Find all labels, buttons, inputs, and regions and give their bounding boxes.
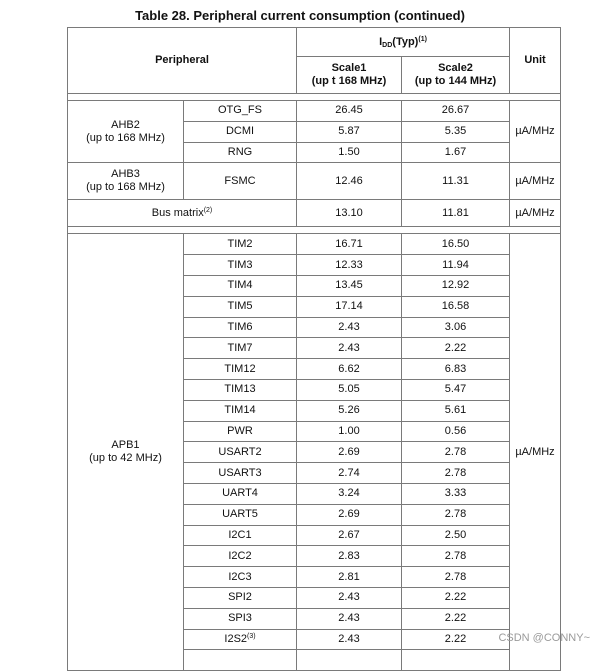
peripheral-name: TIM14 <box>184 400 297 421</box>
ahb3-group-freq: (up to 168 MHz) <box>86 181 165 194</box>
scale2-value: 11.81 <box>402 200 510 227</box>
peripheral-name: TIM6 <box>184 317 297 338</box>
scale1-value: 1.50 <box>297 142 402 163</box>
scale2-value: 2.78 <box>402 504 510 525</box>
scale1-value <box>297 650 402 671</box>
ahb2-group-cell <box>68 101 184 163</box>
scale1-value: 5.26 <box>297 400 402 421</box>
spacer-row <box>68 227 561 234</box>
scale2-value: 2.22 <box>402 587 510 608</box>
peripheral-name: SPI2 <box>184 587 297 608</box>
scale1-line2: (up t 168 MHz) <box>311 75 387 87</box>
scale1-value: 2.43 <box>297 629 402 650</box>
scale1-value: 17.14 <box>297 296 402 317</box>
scale1-value: 1.00 <box>297 421 402 442</box>
table-title: Table 28. Peripheral current consumption (continued) <box>135 8 465 23</box>
bus-matrix-label: Bus matrix <box>151 206 204 219</box>
scale2-line1: Scale2 <box>438 62 473 74</box>
scale2-value: 0.56 <box>402 421 510 442</box>
bus-matrix-note: (2) <box>203 206 213 214</box>
apb1-group-freq: (up to 42 MHz) <box>89 452 162 465</box>
scale1-value: 2.69 <box>297 504 402 525</box>
scale2-value: 5.35 <box>402 121 510 142</box>
unit-header: Unit <box>510 28 561 94</box>
ahb3-group-name: AHB3 <box>111 168 140 181</box>
table-row <box>68 163 561 200</box>
peripheral-name: I2C3 <box>184 567 297 588</box>
bus-unit: µA/MHz <box>510 200 561 227</box>
scale2-value: 2.22 <box>402 338 510 359</box>
scale1-value: 26.45 <box>297 101 402 122</box>
table-row <box>68 200 561 227</box>
scale2-value: 11.31 <box>402 163 510 200</box>
ahb3-group-cell <box>68 163 184 200</box>
scale2-value: 2.50 <box>402 525 510 546</box>
scale1-value: 2.43 <box>297 587 402 608</box>
scale2-value: 16.50 <box>402 234 510 255</box>
scale1-value: 2.43 <box>297 338 402 359</box>
scale1-value: 2.67 <box>297 525 402 546</box>
peripheral-name: TIM7 <box>184 338 297 359</box>
scale1-value: 6.62 <box>297 359 402 380</box>
idd-prefix: I <box>379 35 383 48</box>
scale1-value: 2.74 <box>297 463 402 484</box>
idd-header <box>297 28 510 57</box>
scale2-value: 5.47 <box>402 379 510 400</box>
scale2-value: 11.94 <box>402 255 510 276</box>
scale2-value: 3.33 <box>402 483 510 504</box>
header-row-1 <box>68 28 561 57</box>
scale1-value: 12.46 <box>297 163 402 200</box>
scale2-header <box>402 57 510 94</box>
idd-note: (1) <box>418 35 427 43</box>
scale1-value: 13.10 <box>297 200 402 227</box>
scale1-value: 2.43 <box>297 317 402 338</box>
scale2-value: 3.06 <box>402 317 510 338</box>
scale1-value: 16.71 <box>297 234 402 255</box>
scale1-value: 13.45 <box>297 275 402 296</box>
peripheral-name: TIM2 <box>184 234 297 255</box>
peripheral-name: TIM3 <box>184 255 297 276</box>
peripheral-header: Peripheral <box>68 28 297 94</box>
scale1-value: 5.87 <box>297 121 402 142</box>
peripheral-name: TIM13 <box>184 379 297 400</box>
apb1-group-name: APB1 <box>111 439 140 452</box>
apb1-group-cell <box>68 234 184 671</box>
peripheral-name: SPI3 <box>184 608 297 629</box>
ahb3-unit: µA/MHz <box>510 163 561 200</box>
peripheral-name: USART3 <box>184 463 297 484</box>
peripheral-name: FSMC <box>184 163 297 200</box>
idd-sub: DD <box>382 41 393 49</box>
ahb2-group-freq: (up to 168 MHz) <box>86 131 165 144</box>
peripheral-name: TIM12 <box>184 359 297 380</box>
bus-matrix-name <box>68 200 297 227</box>
idd-suffix: (Typ) <box>392 35 419 48</box>
scale1-line1: Scale1 <box>331 62 367 74</box>
peripheral-name: DCMI <box>184 121 297 142</box>
scale2-value: 6.83 <box>402 359 510 380</box>
peripheral-name: UART4 <box>184 483 297 504</box>
peripheral-name: PWR <box>184 421 297 442</box>
peripheral-name: I2C1 <box>184 525 297 546</box>
peripheral-name-text: I2S2 <box>224 632 248 645</box>
peripheral-name: TIM4 <box>184 275 297 296</box>
peripheral-name: UART5 <box>184 504 297 525</box>
scale2-line2: (up to 144 MHz) <box>414 75 497 87</box>
spacer-row <box>68 94 561 101</box>
scale1-value: 5.05 <box>297 379 402 400</box>
apb1-unit: µA/MHz <box>510 234 561 671</box>
peripheral-name <box>184 650 297 671</box>
watermark: CSDN @CONNY~ <box>498 632 590 644</box>
peripheral-name: TIM5 <box>184 296 297 317</box>
scale1-value: 2.83 <box>297 546 402 567</box>
peripheral-name: OTG_FS <box>184 101 297 122</box>
ahb2-unit: µA/MHz <box>510 101 561 163</box>
scale2-value: 1.67 <box>402 142 510 163</box>
scale2-value: 12.92 <box>402 275 510 296</box>
scale2-value: 16.58 <box>402 296 510 317</box>
scale2-value <box>402 650 510 671</box>
scale2-value: 2.22 <box>402 629 510 650</box>
scale2-value: 2.78 <box>402 567 510 588</box>
peripheral-name: RNG <box>184 142 297 163</box>
scale2-value: 5.61 <box>402 400 510 421</box>
scale1-header <box>297 57 402 94</box>
scale2-value: 2.22 <box>402 608 510 629</box>
peripheral-name <box>184 629 297 650</box>
scale1-value: 2.81 <box>297 567 402 588</box>
ahb2-group-name: AHB2 <box>111 118 140 131</box>
scale1-value: 3.24 <box>297 483 402 504</box>
scale1-value: 2.43 <box>297 608 402 629</box>
scale1-value: 2.69 <box>297 442 402 463</box>
peripheral-name: USART2 <box>184 442 297 463</box>
peripheral-current-table <box>67 27 561 671</box>
scale1-value: 12.33 <box>297 255 402 276</box>
peripheral-name: I2C2 <box>184 546 297 567</box>
table-row <box>68 101 561 122</box>
footnote-mark: (3) <box>247 632 256 640</box>
scale2-value: 2.78 <box>402 442 510 463</box>
scale2-value: 2.78 <box>402 463 510 484</box>
scale2-value: 26.67 <box>402 101 510 122</box>
table-row <box>68 234 561 255</box>
scale2-value: 2.78 <box>402 546 510 567</box>
